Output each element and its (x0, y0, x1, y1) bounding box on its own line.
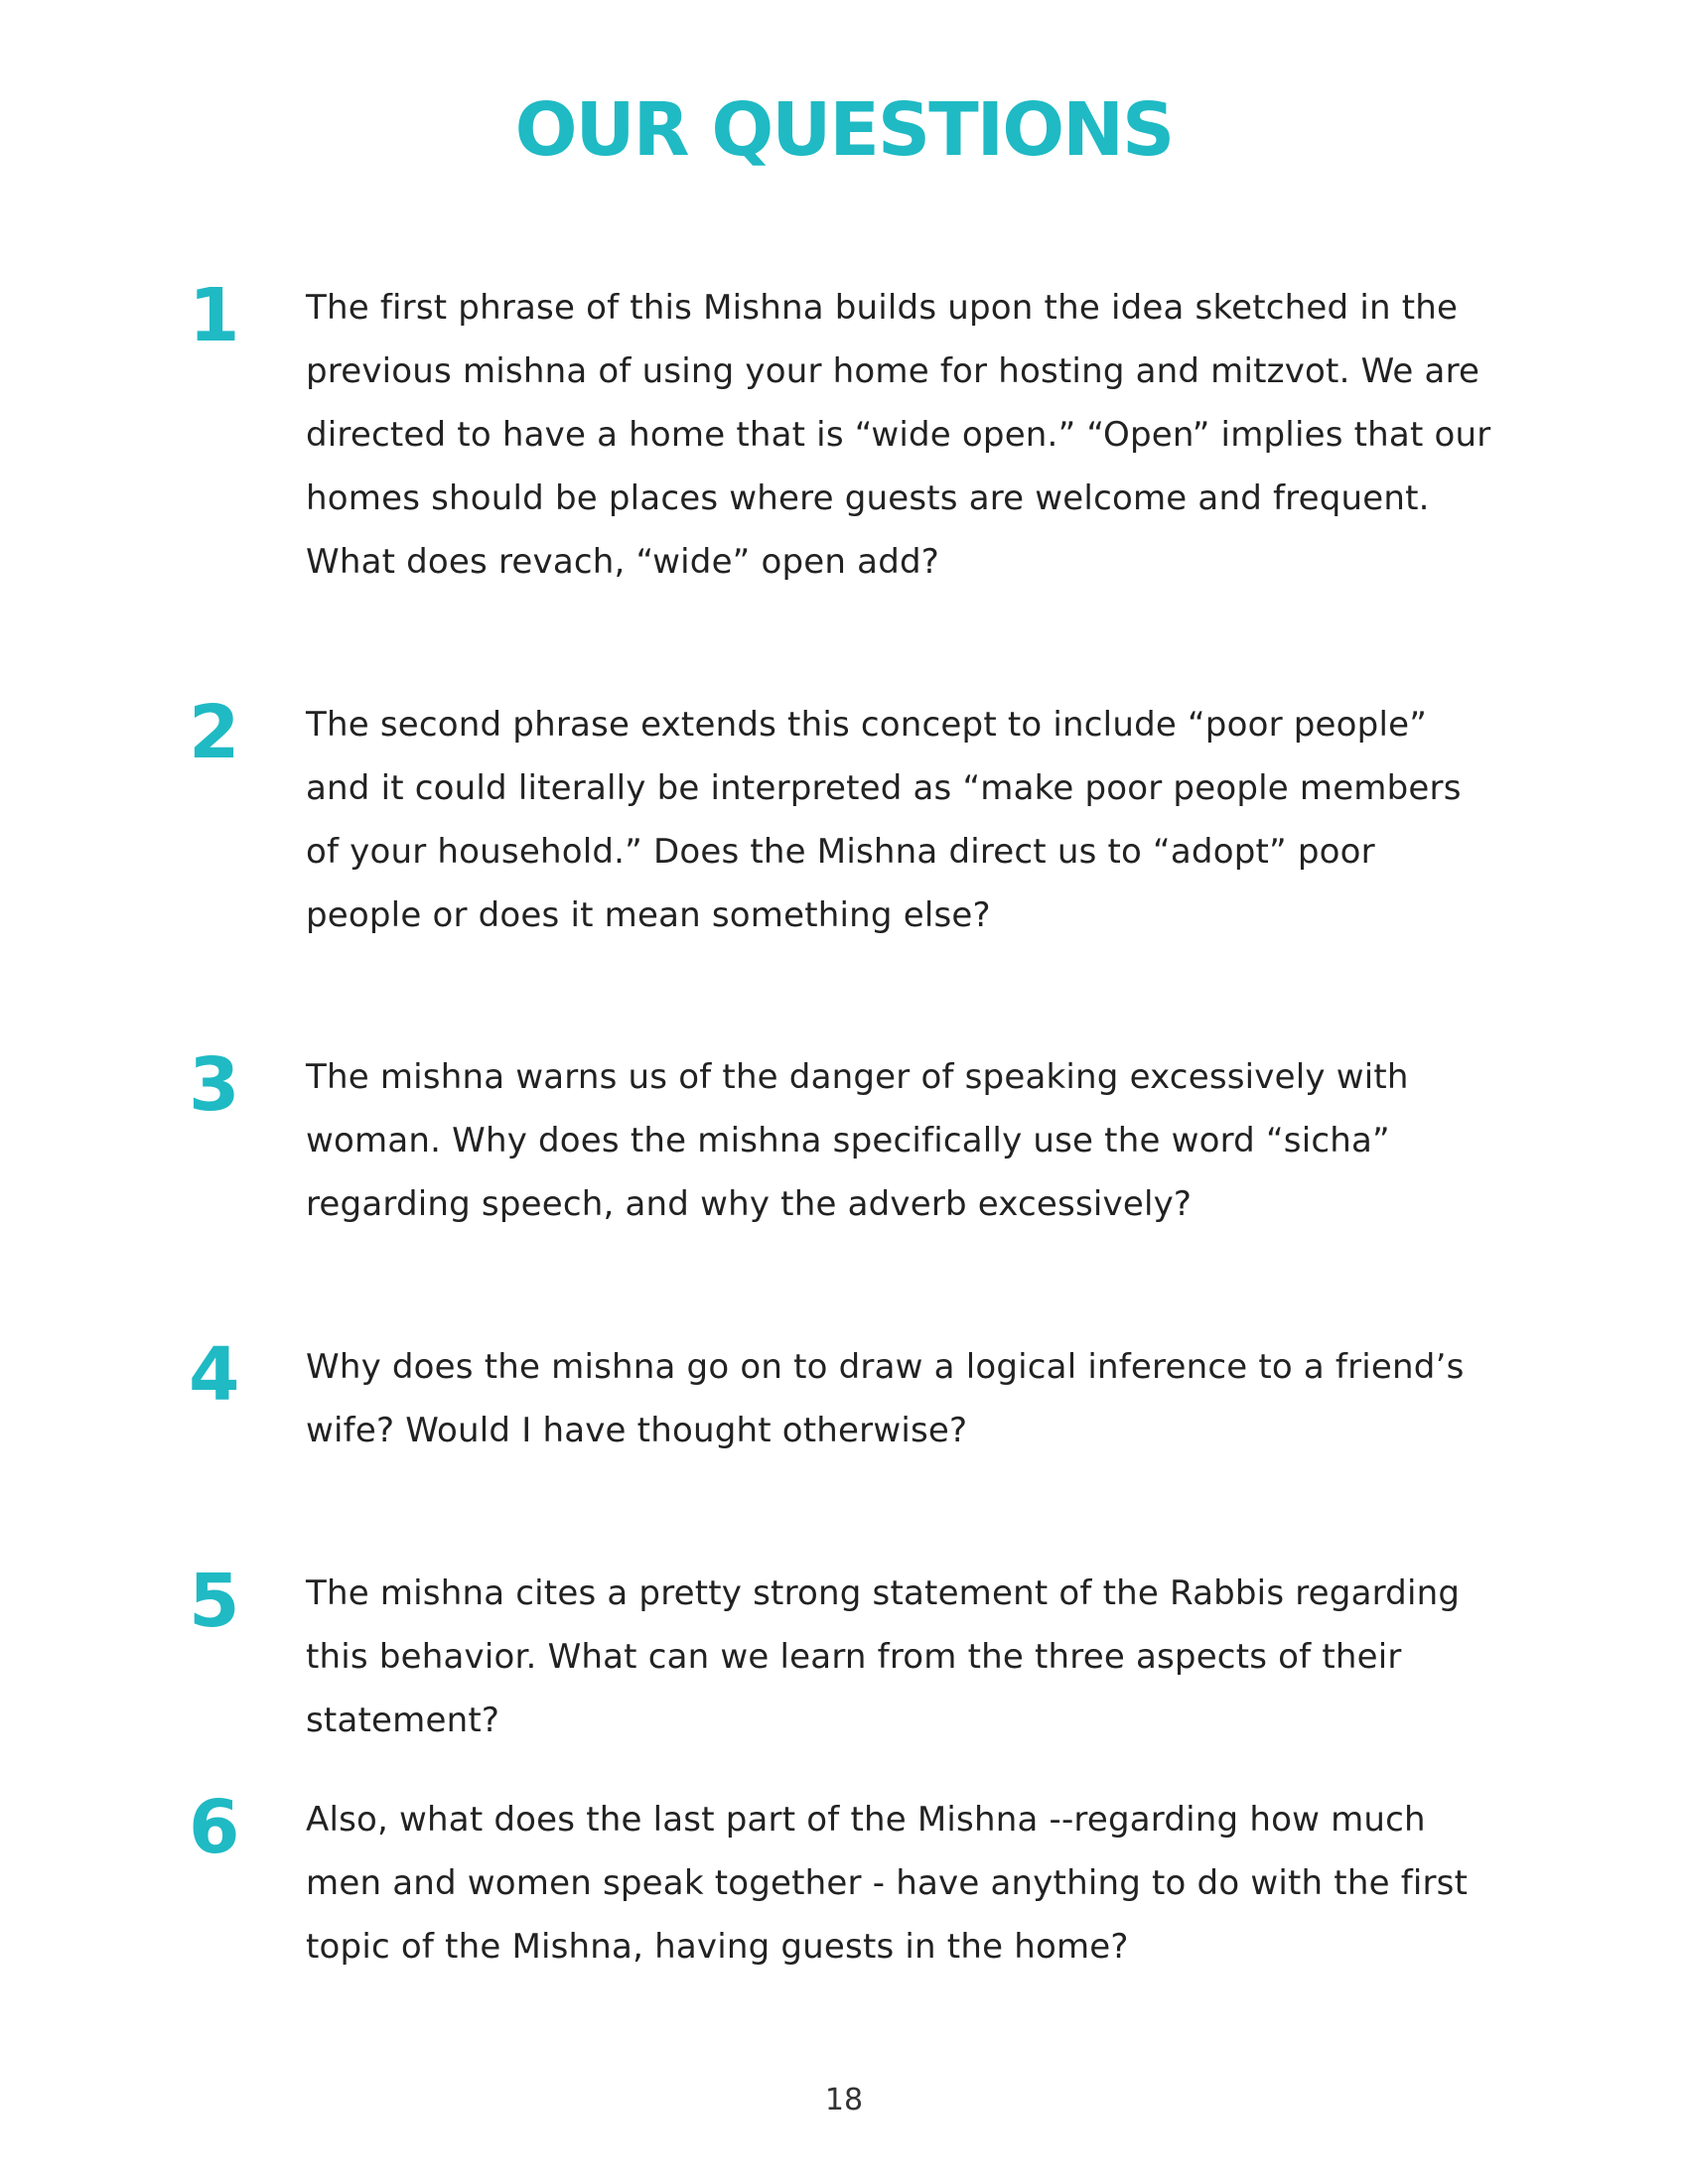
question-text: The first phrase of this Mishna builds upon the idea sketched in the previous mishna of using your home for hosting and mitzvot. We are directed to have a home that is “wide open.” “Open” implies that our homes should be places where guests are welcome and frequent. What does revach, “wide” open add? (306, 288, 1491, 582)
question-number: 4 (189, 1332, 240, 1418)
page-number: 18 (824, 2083, 864, 2117)
question-number: 2 (189, 690, 240, 775)
question-text: Why does the mishna go on to draw a logical inference to a friend’s wife? Would I have thought otherwise? (306, 1347, 1465, 1450)
question-number: 1 (189, 273, 240, 358)
question-number: 5 (189, 1559, 240, 1644)
question-text: The second phrase extends this concept to include “poor people” and it could literally be interpreted as “make poor people members of your household.” Does the Mishna direct us to “adopt” poor people or does it mean something else? (306, 705, 1462, 935)
question-text: Also, what does the last part of the Mishna --regarding how much men and women speak together - have anything to do with the first topic of the Mishna, having guests in the home? (306, 1800, 1469, 1967)
question-number: 3 (189, 1042, 240, 1128)
page-title: OUR QUESTIONS (514, 87, 1174, 173)
question-text: The mishna cites a pretty strong statement of the Rabbis regarding this behavior. What can we learn from the three aspects of their statement? (306, 1573, 1461, 1740)
question-number: 6 (189, 1785, 240, 1870)
question-text: The mishna warns us of the danger of speaking excessively with woman. Why does the mishna specifically use the word “sicha” regarding speech, and why the adverb excessively? (306, 1057, 1409, 1224)
